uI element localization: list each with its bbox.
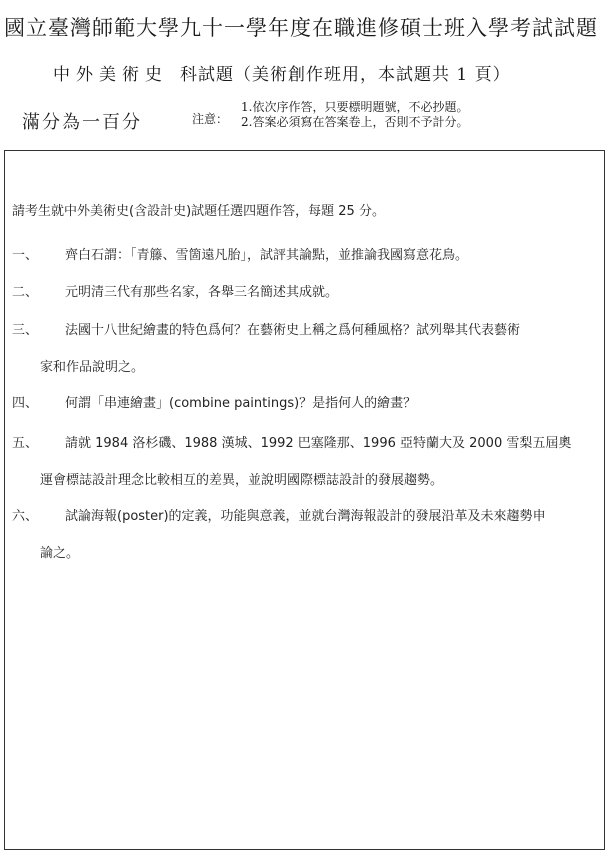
question-text-continued: 論之。 xyxy=(40,546,80,561)
question-number: 三、 xyxy=(12,323,39,338)
question-text: 齊白石謂：「青籐、雪箇遠凡胎」，試評其論點，並推論我國寫意花鳥。 xyxy=(65,248,469,263)
sheet-info: 科試題（美術創作班用，本試題共 1 頁） xyxy=(180,65,511,85)
question-text: 法國十八世紀繪畫的特色爲何？在藝術史上稱之爲何種風格？試列舉其代表藝術 xyxy=(65,323,521,338)
intro-text: 請考生就中外美術史(含設計史)試題任選四題作答，每題 25 分。 xyxy=(12,204,385,219)
subject-name: 中外美術史 xyxy=(53,65,168,85)
question-number: 一、 xyxy=(12,248,39,263)
question-text-continued: 運會標誌設計理念比較相互的差異，並說明國際標誌設計的發展趨勢。 xyxy=(40,473,444,488)
question-number: 四、 xyxy=(12,396,39,411)
question-text: 請就 1984 洛杉磯、1988 漢城、1992 巴塞隆那、1996 亞特蘭大及 2000 雪梨五屆奧 xyxy=(65,436,572,451)
notes-label: 注意： xyxy=(192,112,229,126)
note-1: 1.依次序作答，只要標明題號，不必抄題。 xyxy=(241,100,469,114)
exam-title: 國立臺灣師範大學九十一學年度在職進修碩士班入學考試試題 xyxy=(4,16,598,40)
question-number: 二、 xyxy=(12,285,39,300)
question-text: 試論海報(poster)的定義，功能與意義，並就台灣海報設計的發展沿革及未來趨勢申 xyxy=(65,509,546,524)
subject-line xyxy=(53,60,511,85)
notes-lines xyxy=(241,100,468,130)
question-number: 六、 xyxy=(12,509,39,524)
question-text: 何謂「串連繪畫」(combine paintings)？是指何人的繪畫？ xyxy=(65,396,417,411)
note-2: 2.答案必須寫在答案卷上，否則不予計分。 xyxy=(241,115,469,129)
question-number: 五、 xyxy=(12,436,39,451)
question-text: 元明清三代有那些名家，各舉三名簡述其成就。 xyxy=(65,285,339,300)
question-text-continued: 家和作品說明之。 xyxy=(40,360,145,375)
full-score: 滿分為一百分 xyxy=(22,112,142,133)
